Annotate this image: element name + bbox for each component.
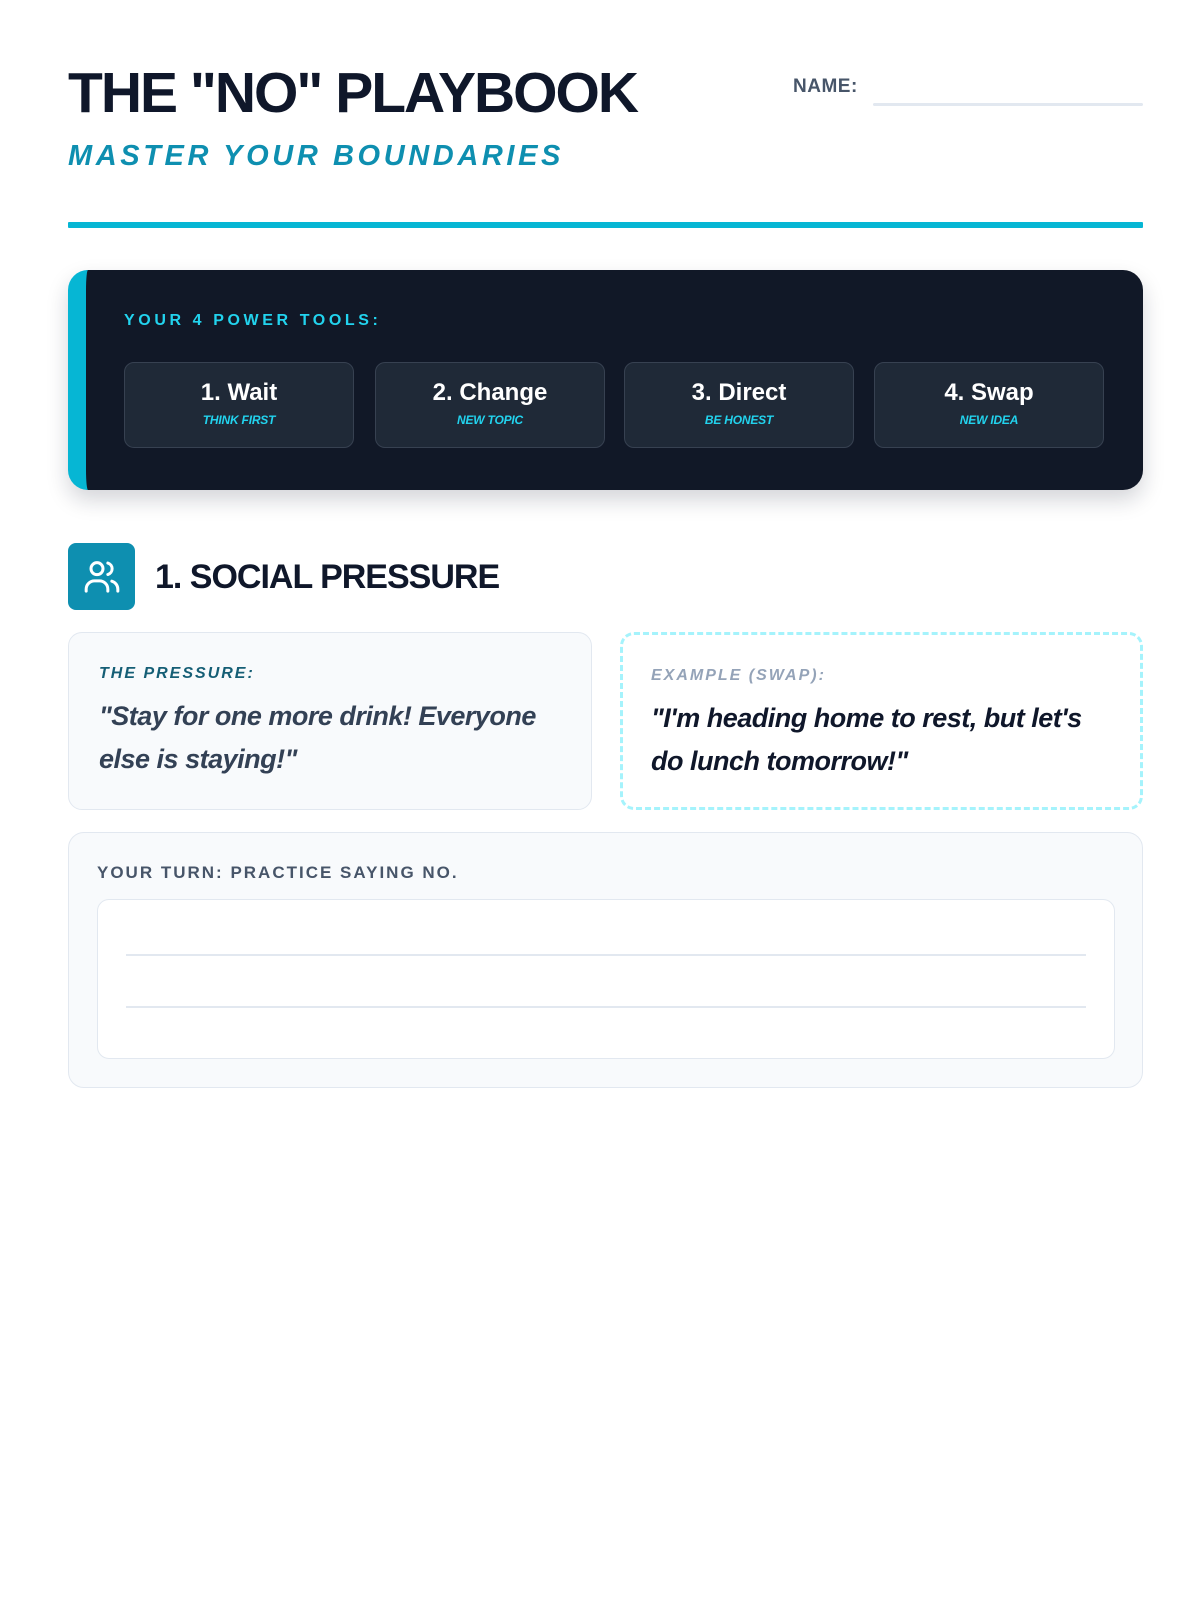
tool-card-swap (874, 362, 1104, 448)
name-label: NAME: (793, 76, 858, 97)
example-label: EXAMPLE (SWAP): (651, 667, 826, 684)
practice-label: YOUR TURN: PRACTICE SAYING NO. (97, 863, 459, 882)
tool-name: 3. Direct (691, 379, 787, 406)
tool-name: 2. Change (432, 379, 548, 406)
section-title: 1. SOCIAL PRESSURE (155, 558, 500, 596)
tool-name: 4. Swap (944, 379, 1034, 406)
tool-card-direct (624, 362, 854, 448)
power-tools-panel (68, 270, 1143, 490)
practice-answer-field[interactable] (97, 899, 1115, 1059)
name-field[interactable] (873, 103, 1143, 106)
power-tools-heading: YOUR 4 POWER TOOLS: (124, 312, 382, 329)
users-icon (68, 543, 135, 610)
pressure-label: THE PRESSURE: (99, 665, 255, 682)
writing-line (126, 954, 1086, 956)
pressure-quote: "Stay for one more drink! Everyone else is staying!" (99, 701, 536, 775)
tool-subtitle: BE HONEST (704, 413, 774, 427)
page-subtitle: MASTER YOUR BOUNDARIES (68, 140, 564, 172)
tool-card-wait (124, 362, 354, 448)
page-title: THE "NO" PLAYBOOK (68, 61, 638, 125)
header-divider (68, 222, 1143, 228)
example-quote: "I'm heading home to rest, but let's do lunch tomorrow!" (651, 703, 1082, 777)
tool-card-change (375, 362, 605, 448)
pressure-card (68, 632, 592, 810)
writing-line (126, 1006, 1086, 1008)
tool-subtitle: THINK FIRST (202, 413, 276, 427)
tool-subtitle: NEW IDEA (959, 413, 1019, 427)
example-card (620, 632, 1143, 810)
tool-name: 1. Wait (200, 379, 278, 406)
tool-subtitle: NEW TOPIC (457, 413, 523, 427)
practice-card (68, 832, 1143, 1088)
